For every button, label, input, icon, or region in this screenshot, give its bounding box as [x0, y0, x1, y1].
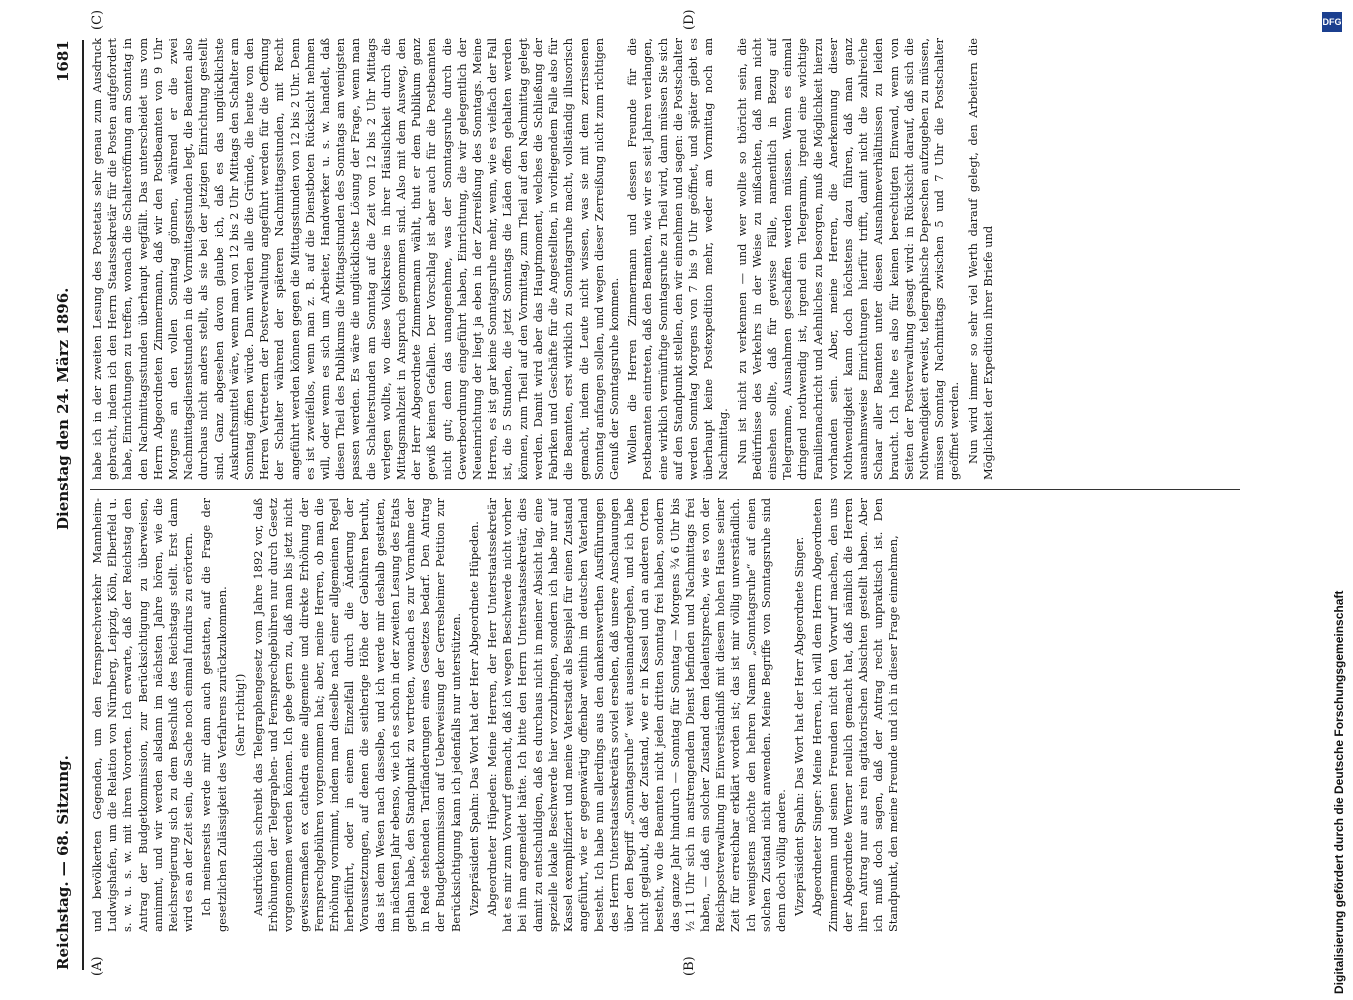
paragraph: Abgeordneter Singer: Meine Herren, ich will dem Herrn Abgeordneten Zimmermann und seinen Freunden nicht den Vorwurf machen, den uns der Abgeordnete Werner neulich gemacht hat, daß nämlich die Herren ihren Antrag nur aus rein agitatorischen Absichten gestellt haben. Aber ich muß doch sagen, daß der Antrag recht unpraktisch ist. Den Standpunkt, den meine Freunde und ich in dieser Frage einnehmen, [810, 498, 901, 932]
speaker-announcement: Vizepräsident Spahn: Das Wort hat der Herr Abgeordnete Hüpeden. [466, 521, 481, 916]
right-text-column [90, 38, 1240, 480]
margin-mark-b: (B) [682, 956, 697, 976]
paragraph: und bevölkerten Gegenden, um den Fernsprechverkehr Mannheim-Ludwigshafen, um die Relation von Nürnberg, Leipzig, Köln, Elberfeld u. s. w. u. s. w. mit ihren Vororten. Ich erwarte, daß der Reichstag den Antrag der Budgetkommission, zur Berücksichtigung zu überweisen, annimmt, und wir werden alsdann im nächsten Jahre hören, wie die Reichsregierung sich zu dem Beschluß des Reichstags stellt. Erst dann wird es an der Zeit sein, die Sache noch einmal fundirus zu erörtern. [90, 498, 196, 932]
margin-mark-c: (C) [90, 9, 105, 30]
left-text-column [90, 498, 1240, 932]
margin-mark-a: (A) [90, 956, 105, 976]
interjection: (Sehr richtig!) [232, 673, 247, 757]
column-divider [90, 489, 1240, 490]
digitization-credit [1318, 6, 1348, 994]
credit-text: Digitalisierung gefördert durch die Deutsche Forschungsgemeinschaft [1332, 590, 1346, 994]
paragraph: Ausdrücklich schreibt das Telegraphengesetz vom Jahre 1892 vor, daß Erhöhungen der Telegraphen- und Fernsprechgebühren nur durch Gesetz vorgenommen werden können. Ich gebe gern zu, daß man bis jetzt nicht gewissermaßen ex cathedra eine allgemeine und direkte Erhöhung der Fernsprechgebühren vorgenommen hat; aber, meine Herren, ob man die Erhöhung vornimmt, indem man dieselbe nach einer allgemeinen Regel herbeiführt, oder in einem Einzelfall durch die Änderung der Voraussetzungen, auf denen die seitherige Höhe der Gebühren beruht, das ist dem Wesen nach dasselbe, und ich werde mir deshalb gestatten, im nächsten Jahr ebenso, wie ich es schon in der zweiten Lesung des Etats gethan habe, den Standpunkt zu vertreten, wonach es zur Vornahme der in Rede stehenden Tarifänderungen eines Gesetzes bedarf. Den Antrag der Budgetkommission auf Ueberweisung der Gerresheimer Petition zur Berücksichtigung kann ich jedenfalls nur unterstützen. [251, 498, 463, 932]
paragraph: Nun wird immer so sehr viel Werth darauf gelegt, den Arbeitern die Möglichkeit der Expedition ihrer Briefe und [965, 38, 995, 480]
running-header-left: Reichstag. — 68. Sitzung. [54, 755, 72, 970]
dfg-logo: DFG [1322, 12, 1342, 32]
header-rule [82, 40, 84, 970]
running-header-date: Dienstag den 24. März 1896. [54, 287, 72, 530]
paragraph: Ich meinerseits werde mir dann auch gestatten, auf die Frage der gesetzlichen Zulässigkeit des Verfahrens zurückzukommen. [199, 498, 229, 932]
paragraph: habe ich in der zweiten Lesung des Postetats sehr genau zum Ausdruck gebracht, indem ich den Herrn Staatssekretär für die Posten aufgefordert habe, Einrichtungen zu treffen, wonach die Schalteröffnung am Sonntag in den Nachmittagsstunden überhaupt wegfällt. Das unterscheidet uns vom Herrn Abgeordneten Zimmermann, daß wir den Postbeamten von 9 Uhr Morgens an den vollen Sonntag gönnen, während er die zwei Nachmittagsdienststunden in die Vormittagsstunden legt, die Beamten also durchaus nicht anders stellt, als sie bei der jetzigen Einrichtung gestellt sind. Ganz abgesehen davon glaube ich, daß es das unglücklichste Auskunftsmittel wäre, wenn man von 12 bis 2 Uhr Mittags den Schalter am Sonntag öffnen würde. Dann würden alle die Gründe, die heute von den Herren Vertretern der Postverwaltung angeführt werden für die Oeffnung der Schalter während der späteren Nachmittagsstunden, mit Recht angeführt werden können gegen die Mittagsstunden von 12 bis 2 Uhr. Denn es ist zweifellos, wenn man z. B. auf die Dienstboten Rücksicht nehmen will, oder wenn es sich um Arbeiter, Handwerker u. s. w. handelt, daß diesen Theil des Publikums die Mittagsstunden des Sonntags am wenigsten passen werden. Es wäre die unglücklichste Lösung der Frage, wenn man die Schalterstunden am Sonntag auf die Zeit von 12 bis 2 Uhr Mittags verlegen wollte, wo diese Volkskreise in ihrer Häuslichkeit durch die Mittagsmahlzeit in Anspruch genommen sind. Also mit dem Ausweg, den der Herr Abgeordnete Zimmermann wählt, thut er dem Publikum ganz gewiß keinen Gefallen. Der Vorschlag ist aber auch für die Postbeamten nicht gut; denn das unangenehme, was der Sonntagsruhe durch die Gewerbeordnung eingeführt haben, Einrichtung, die wir gelegentlich der Neueinrichtung der liegt ja eben in der Zerreißung des Sonntags. Meine Herren, es ist gar keine Sonntagsruhe mehr, wenn, wie es vielfach der Fall ist, die 5 Stunden, die jetzt Sonntags die Läden offen gehalten werden können, zum Theil auf den Vormittag, zum Theil auf den Nachmittag gelegt werden. Damit wird aber das Hauptmoment, welches die Schließung der Fabriken und Geschäfte für die Angestellten, in vorliegendem Falle also für die Beamten, erst wirklich zu Sonntagsruhe macht, vollständig illusorisch gemacht, indem die Leute nicht wissen, was sie mit dem zerrissenen Sonntag anfangen sollen, und wegen dieser Zerreißung nicht zum richtigen Genuß der Sonntagsruhe kommen. [90, 38, 621, 480]
speaker-announcement: Vizepräsident Spahn: Das Wort hat der Herr Abgeordnete Singer. [792, 536, 807, 916]
paragraph: Wollen die Herren Zimmermann und dessen Freunde für die Postbeamten eintreten, daß den Beamten, wie wir es seit Jahren verlangen, eine wirklich vernünftige Sonntagsruhe zu Theil wird, dann müssen Sie sich auf den Standpunkt stellen, den wir einnehmen und sagen: die Postschalter werden Sonntag Morgens von 7 bis 9 Uhr geöffnet, und später giebt es überhaupt keine Postexpedition mehr, weder am Vormittag noch am Nachmittag. [625, 38, 731, 480]
margin-mark-d: (D) [682, 9, 697, 30]
paragraph: Nun ist nicht zu verkennen — und wer wollte so thöricht sein, die Bedürfnisse des Verkehrs in der Weise zu mißachten, daß man nicht einsehen sollte, daß für gewisse Fälle, namentlich in Bezug auf Telegramme, Ausnahmen geschaffen werden müssen. Wenn es einmal dringend nothwendig ist, irgend ein Telegramm, irgend eine wichtige Familiennachricht und Aehnliches zu besorgen, muß die Möglichkeit hierzu vorhanden sein. Aber, meine Herren, die Anerkennung dieser Nothwendigkeit kann doch höchstens dazu führen, daß man ganz ausnahmsweise Einrichtungen hierfür trifft, damit nicht die zahlreiche Schaar aller Beamten unter diesen Ausnahmeverhältnissen zu leiden braucht. Ich halte es also für keinen berechtigten Einwand, wenn von Seiten der Postverwaltung gesagt wird: in Rücksicht darauf, daß sich die Nothwendigkeit erweist, telegraphische Depeschen aufzugeben zu müssen, müssen Sonntag Nachmittags zwischen 5 und 7 Uhr die Postschalter geöffnet werden. [734, 38, 962, 480]
paragraph: Abgeordneter Hüpeden: Meine Herren, der Herr Unterstaatssekretär hat es mir zum Vorwurf gemacht, daß ich wegen Beschwerde nicht vorher bei ihm angemeldet hätte. Ich bitte den Herrn Unterstaatssekretär, dies damit zu entschuldigen, daß es durchaus nicht in meiner Absicht lag, eine spezielle lokale Beschwerde hier vorzubringen, sondern ich habe nur auf Kassel exemplifiziert und meine Vaterstadt als Beispiel für einen Zustand angeführt, wie er gegenwärtig offenbar weithin im deutschen Vaterland besteht. Ich habe nun allerdings aus den dankenswerthen Ausführungen des Herrn Unterstaatssekretärs soviel ersehen, daß unsere Anschauungen über den Begriff „Sonntagsruhe“ weit auseinandergehen, und ich habe nicht geglaubt, daß der Zustand, wie er in Kassel und an anderen Orten besteht, wo die Beamten nicht jeden dritten Sonntag frei haben, sondern das ganze Jahr hindurch — Sonntag für Sonntag — Morgens ¾ 6 Uhr bis ½ 11 Uhr sich in anstrengendem Dienst befinden und Nachmittags frei haben, — daß ein solcher Zustand dem Idealentspreche, wie es von der Reichspostverwaltung im Einverständniß mit diesem hohen Hause seiner Zeit für erreichbar erklärt worden ist; das ist mir völlig unverständlich. Ich wenigstens möchte den hehren Namen „Sonntagsruhe“ auf einen solchen Zustand nicht anwenden. Meine Begriffe von Sonntagsruhe sind denn doch völlig andere. [485, 498, 788, 932]
page-number: 1681 [54, 40, 72, 82]
